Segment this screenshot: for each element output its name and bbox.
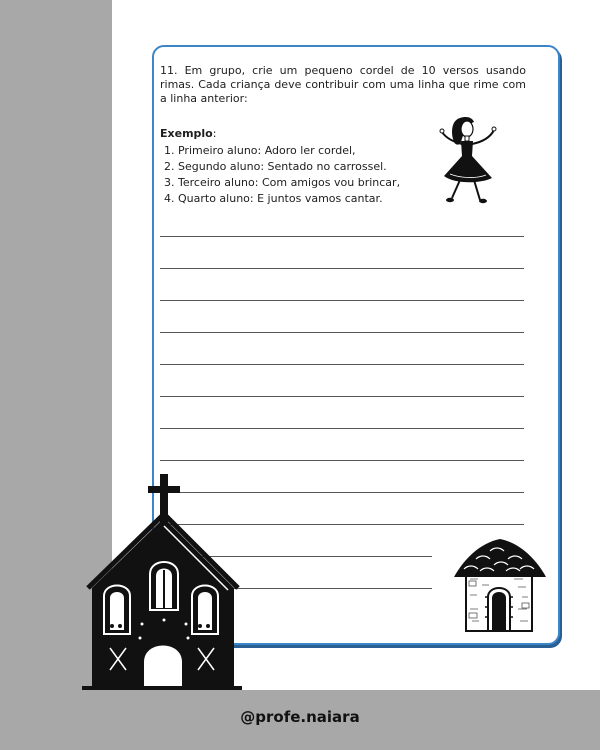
writing-line[interactable]: [160, 428, 524, 429]
example-line-2: 2. Segundo aluno: Sentado no carrossel.: [164, 160, 387, 173]
example-label: Exemplo: [160, 127, 213, 140]
stone-house-illustration: [452, 535, 548, 635]
writing-line[interactable]: [160, 396, 524, 397]
example-list: [164, 143, 400, 207]
writing-line[interactable]: [160, 268, 524, 269]
example-line-4: 4. Quarto aluno: E juntos vamos cantar.: [164, 192, 383, 205]
writing-line[interactable]: [160, 300, 524, 301]
writing-line[interactable]: [160, 364, 524, 365]
dancer-illustration: [430, 112, 510, 212]
writing-line[interactable]: [160, 460, 524, 461]
example-line-3: 3. Terceiro aluno: Com amigos vou brincar,: [164, 176, 401, 189]
writing-line[interactable]: [160, 236, 524, 237]
activity-instruction: 11. Em grupo, crie um pequeno cordel de 10 versos usando rimas. Cada criança deve contribuir com uma linha que rime com a linha anterior:: [160, 64, 526, 105]
church-illustration: [82, 474, 242, 690]
example-line-1: 1. Primeiro aluno: Adoro ler cordel,: [164, 144, 356, 157]
author-handle: @profe.naiara: [240, 708, 360, 726]
writing-line[interactable]: [160, 332, 524, 333]
example-colon: :: [212, 127, 217, 140]
example-title: [160, 127, 216, 141]
